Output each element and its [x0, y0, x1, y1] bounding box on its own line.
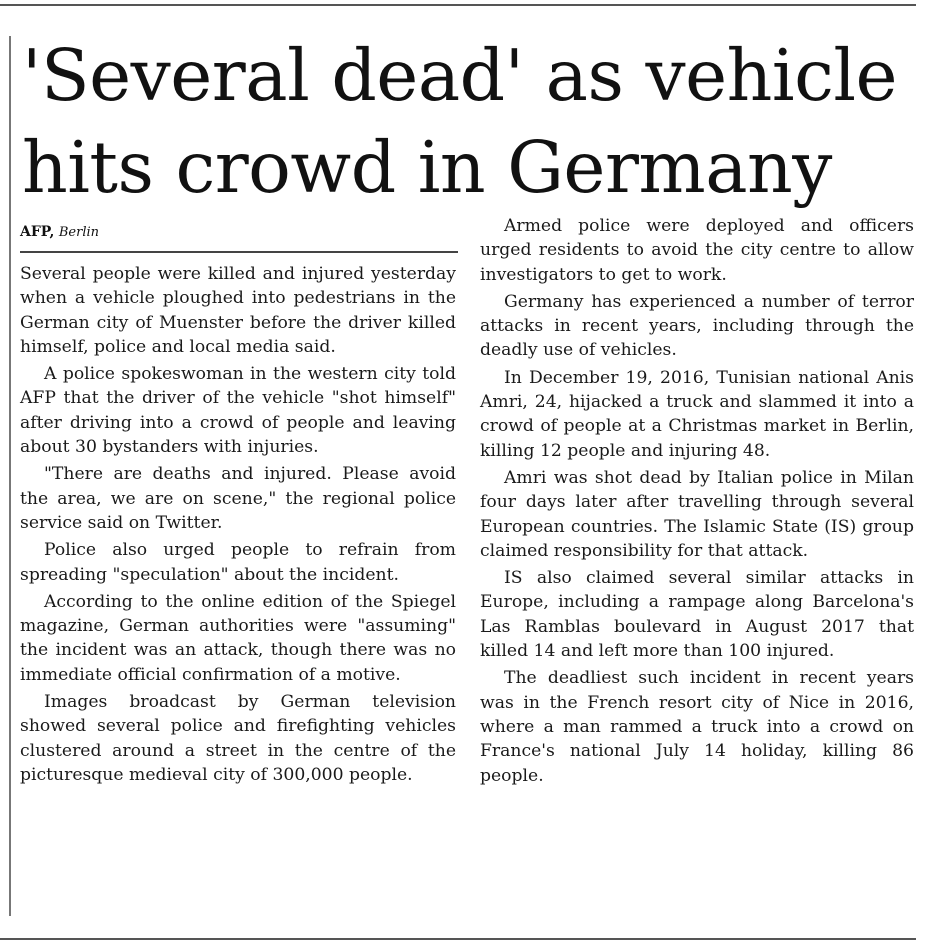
- article-column-right: [480, 214, 914, 791]
- paragraph: The deadliest such incident in recent years was in the French resort city of Nice in 2016, where a man rammed a truck into a crowd on France's national July 14 holiday, killing 86 people.: [480, 668, 914, 786]
- paragraph: Several people were killed and injured yesterday when a vehicle ploughed into pedestrians in the German city of Muenster before the driver killed himself, police and local media said.: [20, 264, 456, 357]
- paragraph: Images broadcast by German television showed several police and firefighting vehicles clustered around a street in the centre of the picturesque medieval city of 300,000 people.: [20, 692, 456, 785]
- paragraph: "There are deaths and injured. Please avoid the area, we are on scene," the regional police service said on Twitter.: [20, 464, 456, 533]
- article-headline: 'Several dead' as vehicle hits crowd in Germany: [22, 34, 898, 209]
- byline-place: Berlin: [58, 225, 100, 240]
- bottom-rule: [0, 938, 916, 940]
- byline-rule: [20, 251, 458, 253]
- paragraph: Police also urged people to refrain from spreading "speculation" about the incident.: [20, 540, 456, 585]
- byline-agency: AFP,: [20, 224, 55, 240]
- paragraph: In December 19, 2016, Tunisian national Anis Amri, 24, hijacked a truck and slammed it into a crowd of people at a Christmas market in Berlin, killing 12 people and injuring 48.: [480, 367, 914, 461]
- paragraph: Germany has experienced a number of terror attacks in recent years, including through the deadly use of vehicles.: [480, 291, 914, 361]
- paragraph: IS also claimed several similar attacks in Europe, including a rampage along Barcelona's Las Ramblas boulevard in August 2017 that killed 14 and left more than 100 injured.: [480, 568, 914, 662]
- paragraph: Armed police were deployed and officers urged residents to avoid the city centre to allow investigators to get to work.: [480, 216, 914, 285]
- byline: [20, 222, 99, 243]
- paragraph: A police spokeswoman in the western city told AFP that the driver of the vehicle "shot himself" after driving into a crowd of people and leaving about 30 bystanders with injuries.: [20, 364, 456, 458]
- top-rule: [0, 4, 916, 6]
- paragraph: According to the online edition of the Spiegel magazine, German authorities were "assuming" the incident was an attack, though there was no immediate official confirmation of a motive.: [20, 591, 456, 685]
- article-column-left: [20, 262, 456, 790]
- left-rule: [9, 36, 11, 916]
- paragraph: Amri was shot dead by Italian police in Milan four days later after travelling through several European countries. The Islamic State (IS) group claimed responsibility for that attack.: [480, 467, 914, 561]
